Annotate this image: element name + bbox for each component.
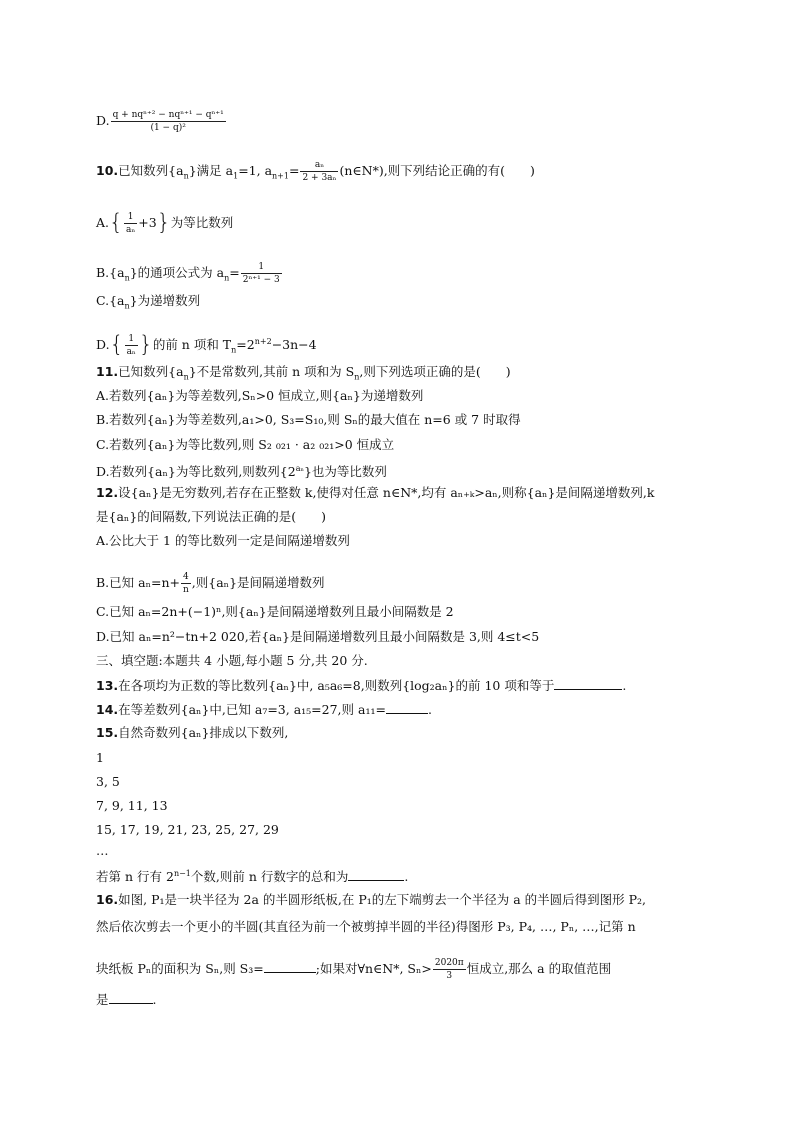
fraction-numerator: 2020π — [434, 958, 464, 968]
question-number: 16. — [96, 892, 119, 907]
q16-line2: 然后依次剪去一个更小的半圆(其直径为前一个被剪掉半圆的半径)得图形 P₃, P₄, …, Pₙ, …,记第 n — [96, 919, 636, 934]
answer-blank — [554, 677, 622, 690]
stem-text: 自然奇数列{aₙ}排成以下数列, — [118, 725, 289, 740]
stem-text: 在各项均为正数的等比数列{aₙ}中, a₅a₆=8,则数列{log₂aₙ}的前 10 项和等于 — [118, 678, 555, 693]
q12-stem-line2: 是{aₙ}的间隔数,下列说法正确的是( ) — [96, 509, 326, 524]
q15-stem — [96, 725, 288, 741]
section-heading: 三、填空题:本题共 4 小题,每小题 5 分,共 20 分. — [96, 653, 368, 668]
q11-option-d — [96, 461, 387, 480]
fraction-denominator: 2ⁿ⁺¹ − 3 — [242, 275, 280, 285]
option-text: D.若数列{aₙ}为等比数列,则数列{2 — [96, 464, 296, 480]
stem-text: 块纸板 Pₙ的面积为 Sₙ,则 S₃= — [96, 961, 264, 976]
q10d-fraction — [125, 334, 138, 357]
stem-text: ;如果对∀n∈N*, Sₙ> — [315, 961, 432, 976]
stem-text: . — [622, 678, 627, 693]
option-label: A. — [96, 215, 110, 230]
answer-blank — [264, 960, 316, 973]
question-number: 13. — [96, 678, 119, 693]
stem-text: 在等差数列{aₙ}中,已知 a₇=3, a₁₅=27,则 a₁₁= — [118, 702, 386, 717]
question-number: 10. — [96, 163, 119, 178]
q10-option-c: $C.\{a_n\}$为递增数列 — [96, 293, 201, 311]
q9-option-d — [96, 110, 227, 133]
q12-option-b — [96, 572, 325, 595]
q12-stem — [96, 485, 654, 501]
stem-text: (n∈N*),则下列结论正确的有( ) — [339, 163, 535, 178]
q10-fraction — [300, 160, 338, 183]
stem-text: 已知数列{a — [118, 163, 184, 178]
option-text: +3 — [138, 215, 157, 230]
answer-blank — [109, 991, 153, 1004]
q13 — [96, 677, 626, 694]
sequence-row: 1 — [96, 750, 104, 765]
option-text: }的通项公式为 a — [129, 265, 225, 280]
stem-text: 已知数列{a — [118, 364, 184, 379]
fraction-denominator: n — [183, 585, 189, 595]
option-text: B.已知 aₙ=n+ — [96, 575, 180, 590]
sequence-row: 15, 17, 19, 21, 23, 25, 27, 29 — [96, 822, 279, 837]
option-text: }也为等比数列 — [303, 464, 387, 480]
q16-line3 — [96, 958, 611, 981]
q11-option-c: C.若数列{aₙ}为等比数列,则 S₂ ₀₂₁ · a₂ ₀₂₁>0 恒成立 — [96, 437, 395, 452]
option-text: B.{a — [96, 265, 125, 280]
q16-fraction — [433, 958, 466, 981]
q11-option-a: A.若数列{aₙ}为等差数列,Sₙ>0 恒成立,则{aₙ}为递增数列 — [96, 388, 424, 403]
q11-option-b: B.若数列{aₙ}为等差数列,a₁>0, S₃=S₁₀,则 Sₙ的最大值在 n=6 或 7 时取得 — [96, 412, 521, 427]
q12-option-d: D.已知 aₙ=n²−tn+2 020,若{aₙ}是间隔递增数列且最小间隔数是 3,则 4≤t<5 — [96, 629, 540, 644]
stem-text: 设{aₙ}是无穷数列,若存在正整数 k,使得对任意 n∈N*,均有 aₙ₊ₖ>aₙ,则称{aₙ}是间隔递增数列,k — [118, 485, 655, 500]
q10-stem: 10.已知数列$\{a_n\}$满足 $a_1=1$, $a_{n+1}=$ $\frac{\text{aₙ}}{\text{2 + 3aₙ}}$ (n∈N*),则下列结论正确的有( ) — [96, 160, 535, 183]
option-text: ,则{aₙ}是间隔递增数列 — [191, 575, 325, 590]
option-label: D. — [96, 337, 110, 353]
exponent: aₙ — [295, 464, 304, 473]
q11-stem: 11.已知数列$\{a_n\}$不是常数列,其前 n 项和为 $S_n$,则下列选项正确的是( ) — [96, 364, 511, 382]
question-number: 11. — [96, 364, 119, 379]
q16-line1 — [96, 892, 646, 908]
q10a-fraction — [124, 212, 137, 235]
answer-blank — [386, 701, 428, 714]
option-text: −3n−4 — [271, 337, 317, 353]
fraction-numerator: 1 — [241, 262, 282, 274]
question-number: 15. — [96, 725, 119, 740]
fraction-denominator: 3 — [446, 971, 453, 981]
stem-text: 如图, P₁是一块半径为 2a 的半圆形纸板,在 P₁的左下端剪去一个半径为 a 的半圆后得到图形 P₂, — [118, 892, 647, 907]
stem-text: 恒成立,那么 a 的取值范围 — [466, 961, 612, 976]
stem-text: }不是常数列,其前 n 项和为 S — [188, 364, 355, 379]
fraction-numerator: aₙ — [300, 160, 338, 172]
option-text: 的前 n 项和 T — [152, 337, 232, 353]
fraction-numerator: 1 — [125, 334, 138, 346]
q16-line4 — [96, 991, 157, 1008]
q10-option-a: A.{ $\frac{1}{\text{aₙ}}$ +3}为等比数列 — [96, 210, 234, 236]
stem-text: 若第 n 行有 2 — [96, 869, 174, 885]
fraction-denominator: 2 + 3aₙ — [302, 173, 337, 183]
q12-option-c: C.已知 aₙ=2n+(−1)ⁿ,则{aₙ}是间隔递增数列且最小间隔数是 2 — [96, 604, 454, 619]
fraction-denominator: (1 − q)² — [150, 123, 186, 133]
stem-text: }满足 a — [188, 163, 234, 178]
fraction-denominator: aₙ — [126, 225, 136, 235]
fraction-numerator: 4 — [181, 572, 191, 584]
q9d-fraction — [111, 110, 226, 133]
exponent: n−1 — [173, 869, 191, 878]
stem-text: . — [427, 702, 432, 717]
exponent: n+2 — [254, 337, 272, 346]
option-text: }为递增数列 — [129, 293, 201, 308]
fraction-numerator: q + nqⁿ⁺² − nqⁿ⁺¹ − qⁿ⁺¹ — [112, 110, 224, 120]
q15-tail — [96, 866, 408, 885]
q10-option-d: D.{ $\frac{1}{\text{aₙ}}$ }的前 n 项和 $T_n=2^{n+2}-3n-4$ — [96, 332, 317, 358]
sequence-row: 3, 5 — [96, 774, 120, 789]
stem-text: 是 — [96, 992, 109, 1007]
stem-text: ,则下列选项正确的是( ) — [359, 364, 511, 379]
stem-text: . — [404, 869, 409, 885]
answer-blank — [348, 868, 404, 881]
stem-text: =1, a — [238, 163, 273, 178]
sequence-row: 7, 9, 11, 13 — [96, 798, 168, 813]
sequence-ellipsis: … — [96, 843, 109, 858]
q14 — [96, 701, 432, 718]
option-text: =2 — [236, 337, 255, 353]
q10-option-b: $B.\{a_n\}$的通项公式为 $a_n=$ $\frac{1}{\text{2ⁿ⁺¹ − 3}}$ — [96, 262, 280, 285]
option-label: D. — [96, 113, 110, 128]
fraction-denominator: aₙ — [126, 347, 136, 358]
stem-text: 个数,则前 n 行数字的总和为 — [190, 869, 349, 885]
question-number: 12. — [96, 485, 119, 500]
stem-text: . — [152, 992, 157, 1007]
question-number: 14. — [96, 702, 119, 717]
option-text: 为等比数列 — [170, 215, 234, 230]
q12b-fraction — [181, 572, 191, 595]
option-text: C.{a — [96, 293, 125, 308]
fraction-numerator: 1 — [124, 212, 137, 224]
q10b-fraction — [241, 262, 282, 285]
q12-option-a: A.公比大于 1 的等比数列一定是间隔递增数列 — [96, 533, 350, 548]
